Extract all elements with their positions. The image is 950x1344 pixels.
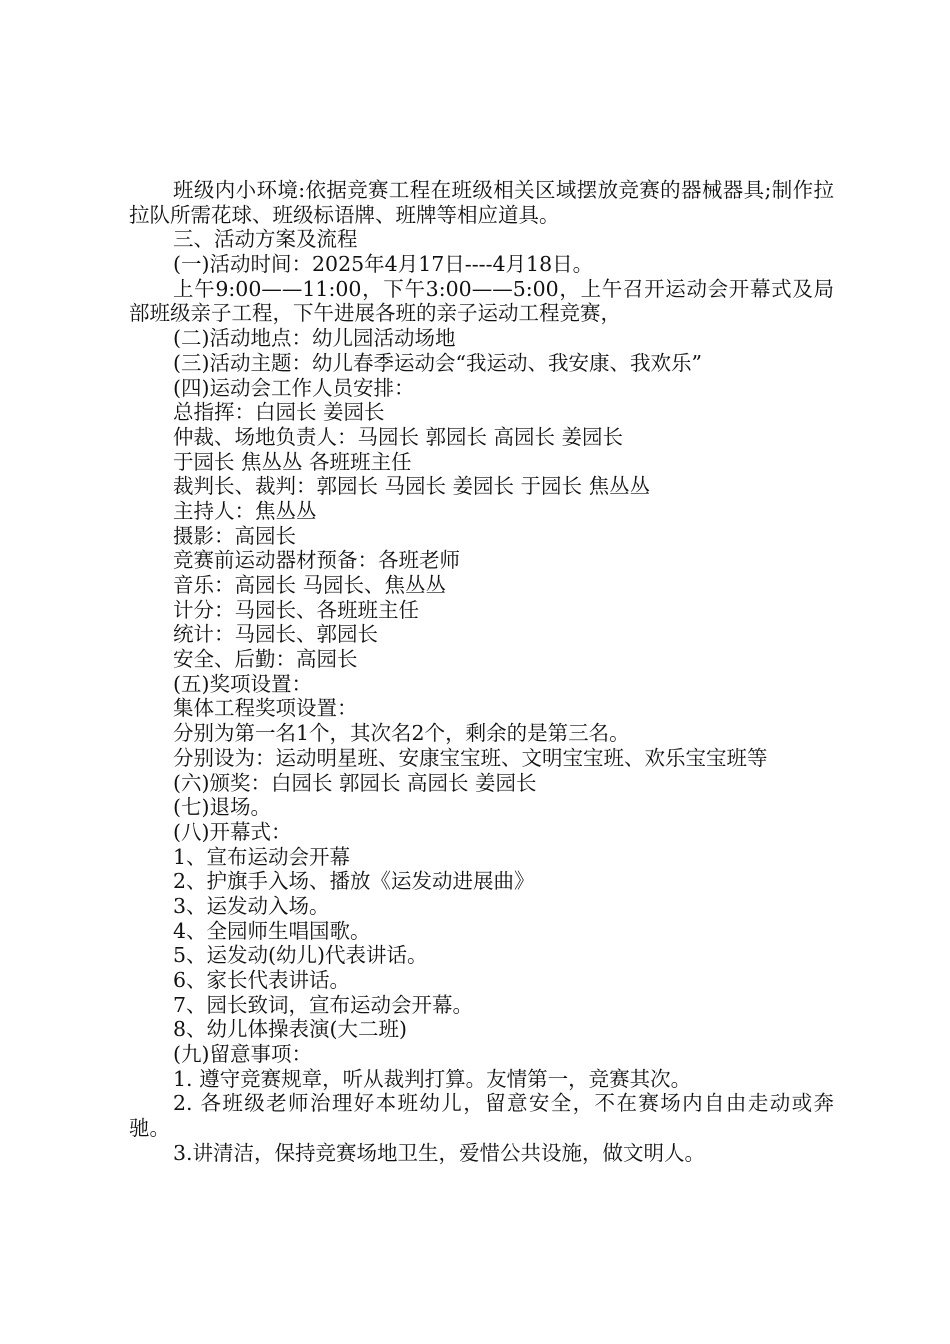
awards-heading: (五)奖项设置： — [173, 671, 312, 696]
opening-item-4: 4、全园师生唱国歌。 — [173, 918, 371, 943]
opening-item-3: 3、运发动入场。 — [173, 893, 330, 918]
staff-photography: 摄影：高园长 — [173, 523, 296, 548]
activity-time: (一)活动时间：2025年4月17日----4月18日。 — [173, 252, 594, 277]
awards-titles: 分别设为：运动明星班、安康宝宝班、文明宝宝班、欢乐宝宝班等 — [173, 745, 768, 770]
opening-item-2: 2、护旗手入场、播放《运发动进展曲》 — [173, 869, 535, 894]
opening-item-1: 1、宣布运动会开幕 — [173, 844, 351, 869]
awards-collective: 集体工程奖项设置： — [173, 696, 358, 721]
opening-heading: (八)开幕式： — [173, 819, 292, 844]
staff-referees: 裁判长、裁判：郭园长 马园长 姜园长 于园长 焦丛丛 — [173, 474, 651, 499]
opening-item-8: 8、幼儿体操表演(大二班) — [173, 1017, 408, 1042]
paragraph-schedule: 上午9:00——11:00，下午3:00——5:00，上午召开运动会开幕式及局部班级亲子工程，下午进展各班的亲子运动工程竞赛， — [129, 276, 834, 326]
exit: (七)退场。 — [173, 795, 271, 820]
opening-item-6: 6、家长代表讲话。 — [173, 968, 351, 993]
staff-equipment: 竞赛前运动器材预备：各班老师 — [173, 548, 460, 573]
paragraph-class-environment: 班级内小环境:依据竞赛工程在班级相关区域摆放竞赛的器械器具;制作拉拉队所需花球、班级标语牌、班牌等相应道具。 — [129, 178, 834, 227]
staff-music: 音乐：高园长 马园长、焦丛丛 — [173, 573, 447, 598]
staff-host: 主持人：焦丛丛 — [173, 498, 317, 523]
awards-ranking: 分别为第一名1个，其次名2个，剩余的是第三名。 — [173, 721, 630, 746]
opening-item-5: 5、运发动(幼儿)代表讲话。 — [173, 943, 428, 968]
staff-commander: 总指挥：白园长 姜园长 — [173, 400, 385, 425]
note-3: 3.讲清洁，保持竞赛场地卫生，爱惜公共设施，做文明人。 — [173, 1140, 706, 1165]
opening-item-7: 7、园长致词，宣布运动会开幕。 — [173, 992, 474, 1017]
staff-safety: 安全、后勤：高园长 — [173, 647, 358, 672]
staff-arbitration-cont: 于园长 焦丛丛 各班班主任 — [173, 449, 412, 474]
document-body — [129, 178, 834, 1166]
staff-scoring: 计分：马园长、各班班主任 — [173, 597, 419, 622]
section-heading-plan: 三、活动方案及流程 — [173, 227, 358, 252]
staff-heading: (四)运动会工作人员安排： — [173, 375, 415, 400]
note-1: 1. 遵守竞赛规章，听从裁判打算。友情第一，竞赛其次。 — [173, 1066, 692, 1091]
award-ceremony: (六)颁奖：白园长 郭园长 高园长 姜园长 — [173, 770, 537, 795]
activity-location: (二)活动地点：幼儿园活动场地 — [173, 326, 456, 351]
staff-statistics: 统计：马园长、郭园长 — [173, 622, 378, 647]
staff-arbitration: 仲裁、场地负责人：马园长 郭园长 高园长 姜园长 — [173, 424, 624, 449]
activity-theme: (三)活动主题：幼儿春季运动会“我运动、我安康、我欢乐” — [173, 350, 702, 375]
note-2: 2. 各班级老师治理好本班幼儿，留意安全，不在赛场内自由走动或奔驰。 — [129, 1091, 834, 1141]
notes-heading: (九)留意事项： — [173, 1042, 312, 1067]
